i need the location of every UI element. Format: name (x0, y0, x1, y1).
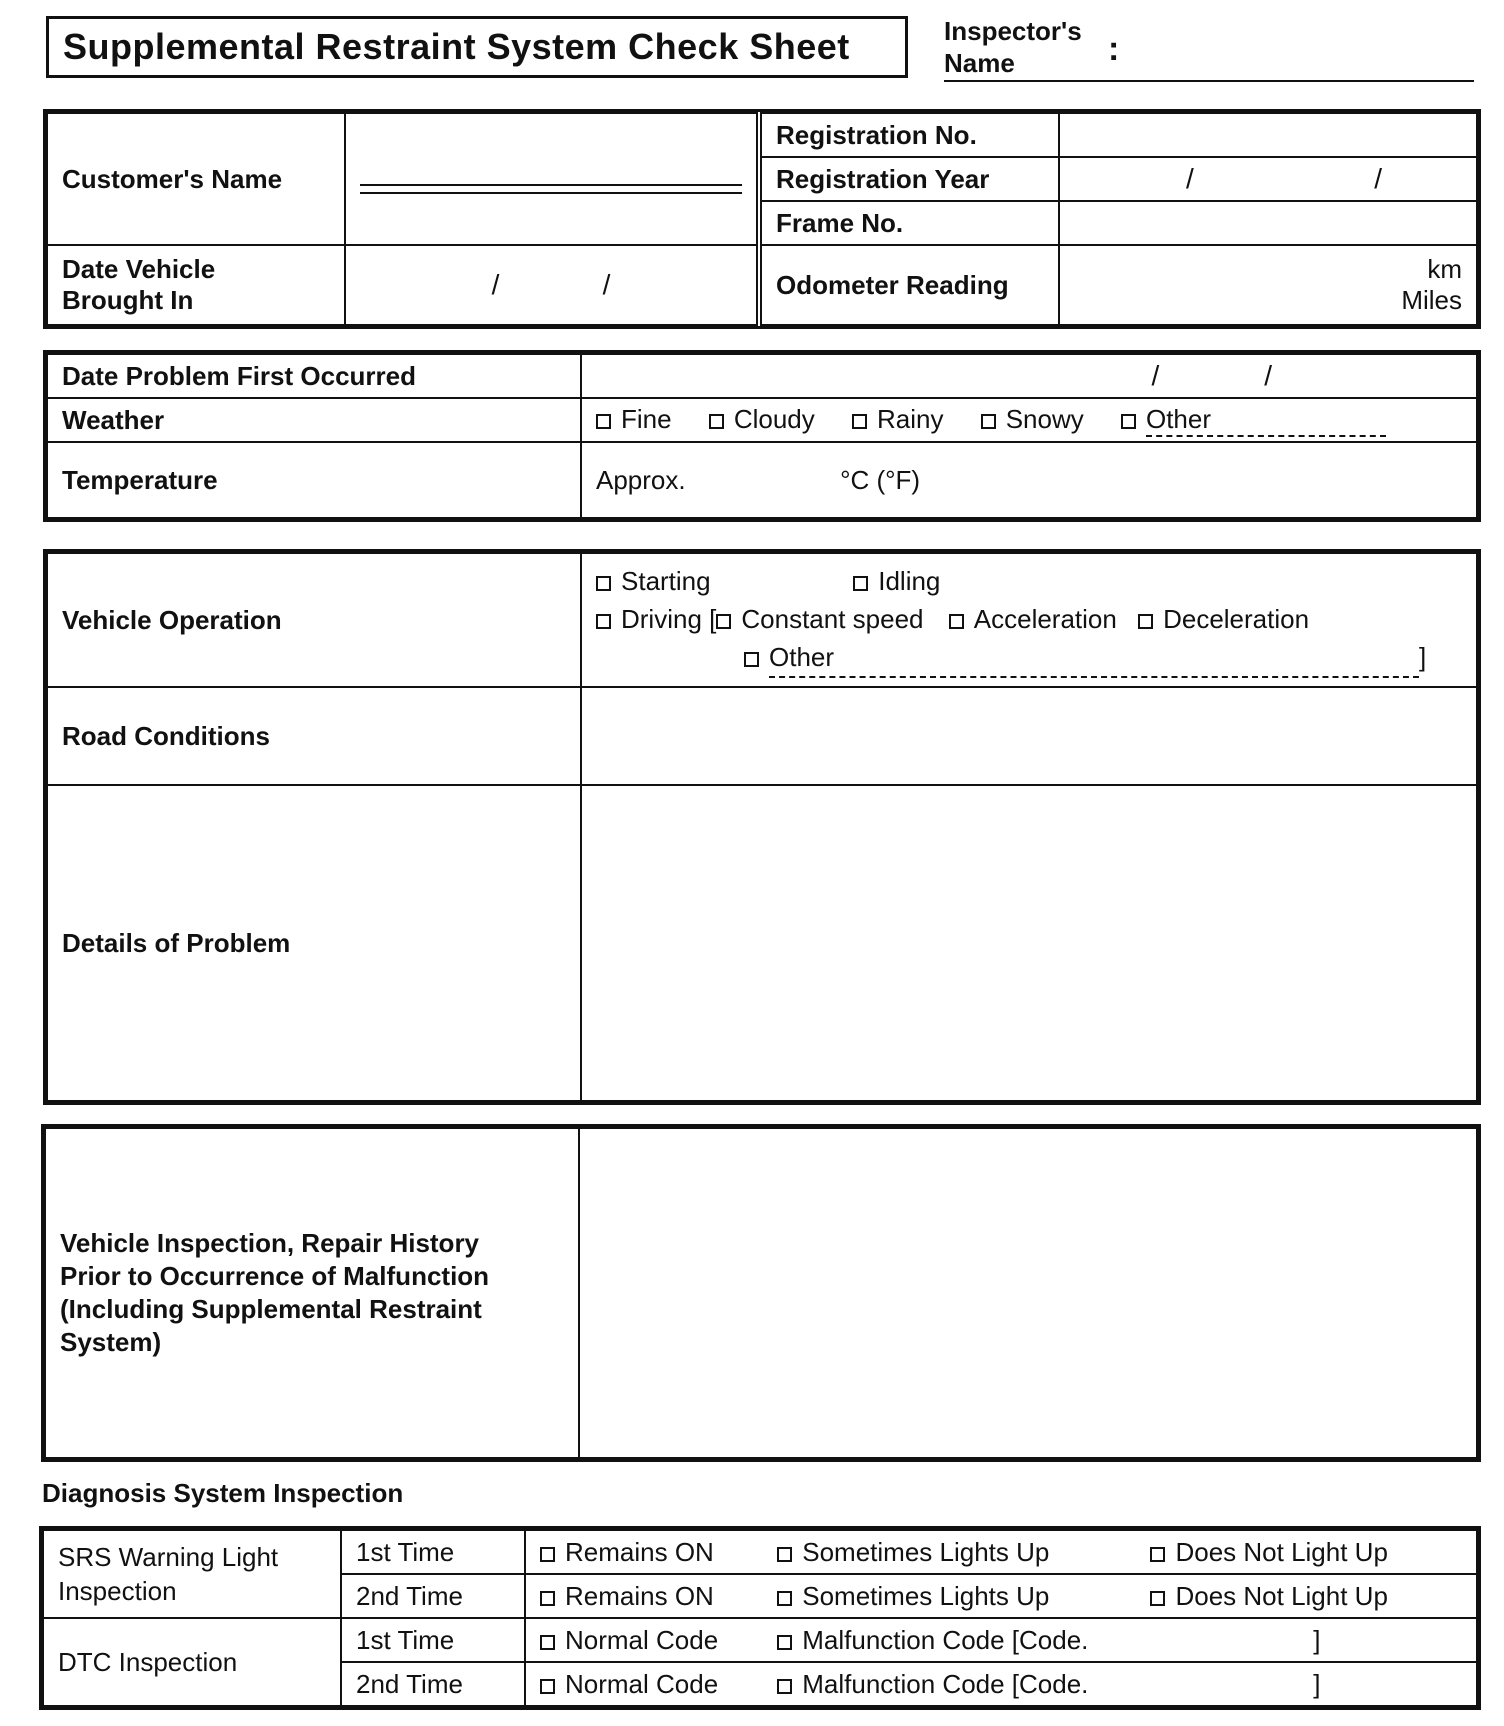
option-label: Normal Code (565, 1668, 719, 1699)
vehicle-info-table (46, 112, 1478, 326)
option-label: Rainy (876, 403, 944, 434)
page-title (46, 16, 908, 78)
operation-deceleration-option[interactable] (1138, 604, 1309, 634)
srs-sometimes-option[interactable] (777, 1537, 1143, 1568)
dtc-malfunction-code-option[interactable] (777, 1625, 1313, 1656)
checkbox[interactable] (1121, 414, 1136, 429)
vehicle-operation-options (581, 553, 1477, 687)
bracket-open: [ (709, 604, 717, 634)
temperature-prefix: Approx. (596, 464, 686, 495)
registration-year-label: Registration Year (759, 157, 1059, 201)
inspector-label-name: Name (944, 48, 1015, 78)
operation-table (46, 552, 1478, 1102)
option-label: Other (1146, 404, 1386, 437)
checkbox[interactable] (1150, 1547, 1165, 1562)
inspector-name-field[interactable] (944, 14, 1474, 82)
inspector-colon: : (1108, 30, 1120, 68)
dtc-first-time-options (525, 1618, 1477, 1662)
option-label: Deceleration (1163, 604, 1310, 634)
date-first-occurred-field[interactable] (581, 354, 1477, 398)
repair-history-table (44, 1127, 1478, 1459)
inspector-label: Inspector's (944, 16, 1082, 46)
registration-no-label: Registration No. (759, 113, 1059, 157)
registration-no-field[interactable] (1059, 113, 1477, 157)
odometer-unit-km: km (1427, 254, 1462, 284)
option-label: Remains ON (565, 1536, 714, 1567)
srs-first-time-options (525, 1530, 1477, 1574)
dtc-second-time-label: 2nd Time (341, 1662, 525, 1706)
option-label: Sometimes Lights Up (802, 1536, 1050, 1567)
checkbox[interactable] (540, 1591, 555, 1606)
srs-first-time-label: 1st Time (341, 1530, 525, 1574)
date-brought-line1: Date Vehicle (62, 254, 216, 284)
repair-history-line2: Prior to Occurrence of Malfunction (60, 1261, 490, 1291)
slash: / (491, 269, 500, 300)
checkbox[interactable] (540, 1547, 555, 1562)
temperature-field[interactable] (581, 442, 1477, 518)
checkbox[interactable] (596, 414, 611, 429)
option-label: Snowy (1005, 403, 1084, 434)
slash: / (1151, 360, 1160, 391)
customer-name-underline (360, 184, 742, 194)
road-conditions-field[interactable] (581, 687, 1477, 785)
checkbox[interactable] (777, 1591, 792, 1606)
weather-rainy-option[interactable] (852, 404, 943, 434)
srs-label-line1: SRS Warning Light (58, 1542, 279, 1572)
operation-acceleration-option[interactable] (949, 604, 1117, 634)
option-label: Constant speed (741, 604, 924, 634)
customer-name-field[interactable] (345, 113, 759, 245)
checkbox[interactable] (540, 1635, 555, 1650)
slash: / (1264, 360, 1272, 391)
srs-label-line2: Inspection (58, 1576, 177, 1606)
srs-does-not-light-option[interactable] (1150, 1537, 1387, 1567)
title-text: Supplemental Restraint System Check Sheet (63, 26, 850, 67)
checkbox[interactable] (709, 414, 724, 429)
checkbox[interactable] (777, 1679, 792, 1694)
dtc-normal-code-option[interactable] (540, 1669, 770, 1700)
weather-options (581, 398, 1477, 442)
option-label: Cloudy (733, 403, 815, 434)
checkbox[interactable] (540, 1679, 555, 1694)
dtc-second-time-options (525, 1662, 1477, 1706)
frame-no-field[interactable] (1059, 201, 1477, 245)
date-brought-in-label (47, 245, 345, 325)
dtc-normal-code-option[interactable] (540, 1625, 770, 1656)
checkbox[interactable] (777, 1547, 792, 1562)
date-brought-in-field[interactable] (345, 245, 759, 325)
repair-history-line1: Vehicle Inspection, Repair History (60, 1228, 480, 1258)
odometer-label: Odometer Reading (759, 245, 1059, 325)
option-label: Driving (621, 604, 702, 634)
dtc-first-time-label: 1st Time (341, 1618, 525, 1662)
weather-other-option[interactable] (1121, 404, 1386, 434)
checkbox[interactable] (716, 614, 731, 629)
srs-second-time-label: 2nd Time (341, 1574, 525, 1618)
details-of-problem-label: Details of Problem (47, 785, 581, 1101)
repair-history-field[interactable] (579, 1128, 1477, 1458)
checkbox[interactable] (1150, 1591, 1165, 1606)
srs-sometimes-option[interactable] (777, 1581, 1143, 1612)
option-label: Malfunction Code [Code. (802, 1624, 1089, 1655)
temperature-label: Temperature (47, 442, 581, 518)
weather-fine-option[interactable] (596, 404, 672, 434)
srs-remains-on-option[interactable] (540, 1537, 770, 1568)
weather-label: Weather (47, 398, 581, 442)
date-first-occurred-label: Date Problem First Occurred (47, 354, 581, 398)
weather-snowy-option[interactable] (981, 404, 1084, 434)
checkbox[interactable] (852, 414, 867, 429)
srs-remains-on-option[interactable] (540, 1581, 770, 1612)
operation-starting-option[interactable] (596, 562, 846, 600)
weather-cloudy-option[interactable] (709, 404, 815, 434)
bracket-close: ] (1313, 1624, 1321, 1655)
registration-year-field[interactable] (1059, 157, 1477, 201)
checkbox[interactable] (853, 576, 868, 591)
option-label: Acceleration (973, 604, 1117, 634)
option-label: Does Not Light Up (1175, 1536, 1388, 1567)
dtc-inspection-label: DTC Inspection (43, 1618, 341, 1706)
srs-warning-label (43, 1530, 341, 1618)
slash: / (602, 269, 611, 300)
checkbox[interactable] (596, 576, 611, 591)
option-label: Fine (621, 403, 672, 434)
checkbox[interactable] (744, 652, 759, 667)
option-label: Malfunction Code [Code. (802, 1668, 1089, 1699)
option-label: Normal Code (565, 1624, 719, 1655)
conditions-table (46, 353, 1478, 519)
option-label: Other (769, 638, 1419, 678)
diagnosis-heading: Diagnosis System Inspection (42, 1478, 404, 1508)
repair-history-line4: System) (60, 1327, 162, 1357)
operation-constant-speed-option[interactable] (716, 604, 923, 634)
checkbox[interactable] (981, 414, 996, 429)
operation-driving-option[interactable] (596, 604, 702, 634)
customer-name-label: Customer's Name (47, 113, 345, 245)
frame-no-label: Frame No. (759, 201, 1059, 245)
option-label: Remains ON (565, 1580, 714, 1611)
odometer-field[interactable] (1059, 245, 1477, 325)
option-label: Sometimes Lights Up (802, 1580, 1050, 1611)
checkbox[interactable] (596, 614, 611, 629)
road-conditions-label: Road Conditions (47, 687, 581, 785)
srs-does-not-light-option[interactable] (1150, 1581, 1387, 1611)
repair-history-line3: (Including Supplemental Restraint (60, 1294, 482, 1324)
repair-history-label (45, 1128, 579, 1458)
checkbox[interactable] (1138, 614, 1153, 629)
checkbox[interactable] (949, 614, 964, 629)
dtc-malfunction-code-option[interactable] (777, 1669, 1313, 1700)
vehicle-operation-label: Vehicle Operation (47, 553, 581, 687)
operation-idling-option[interactable] (853, 566, 940, 596)
details-of-problem-field[interactable] (581, 785, 1477, 1101)
operation-other-option[interactable] (744, 642, 1419, 672)
option-label: Idling (878, 566, 941, 596)
slash: / (1374, 163, 1382, 194)
option-label: Starting (621, 566, 711, 596)
slash: / (1186, 163, 1194, 194)
srs-second-time-options (525, 1574, 1477, 1618)
checkbox[interactable] (777, 1635, 792, 1650)
bracket-close: ] (1313, 1668, 1321, 1699)
diagnosis-table (42, 1529, 1478, 1707)
odometer-unit-miles: Miles (1401, 285, 1462, 315)
bracket-close: ] (1419, 642, 1427, 672)
date-brought-line2: Brought In (62, 285, 194, 315)
temperature-unit: °C (°F) (840, 464, 921, 495)
option-label: Does Not Light Up (1175, 1580, 1388, 1611)
